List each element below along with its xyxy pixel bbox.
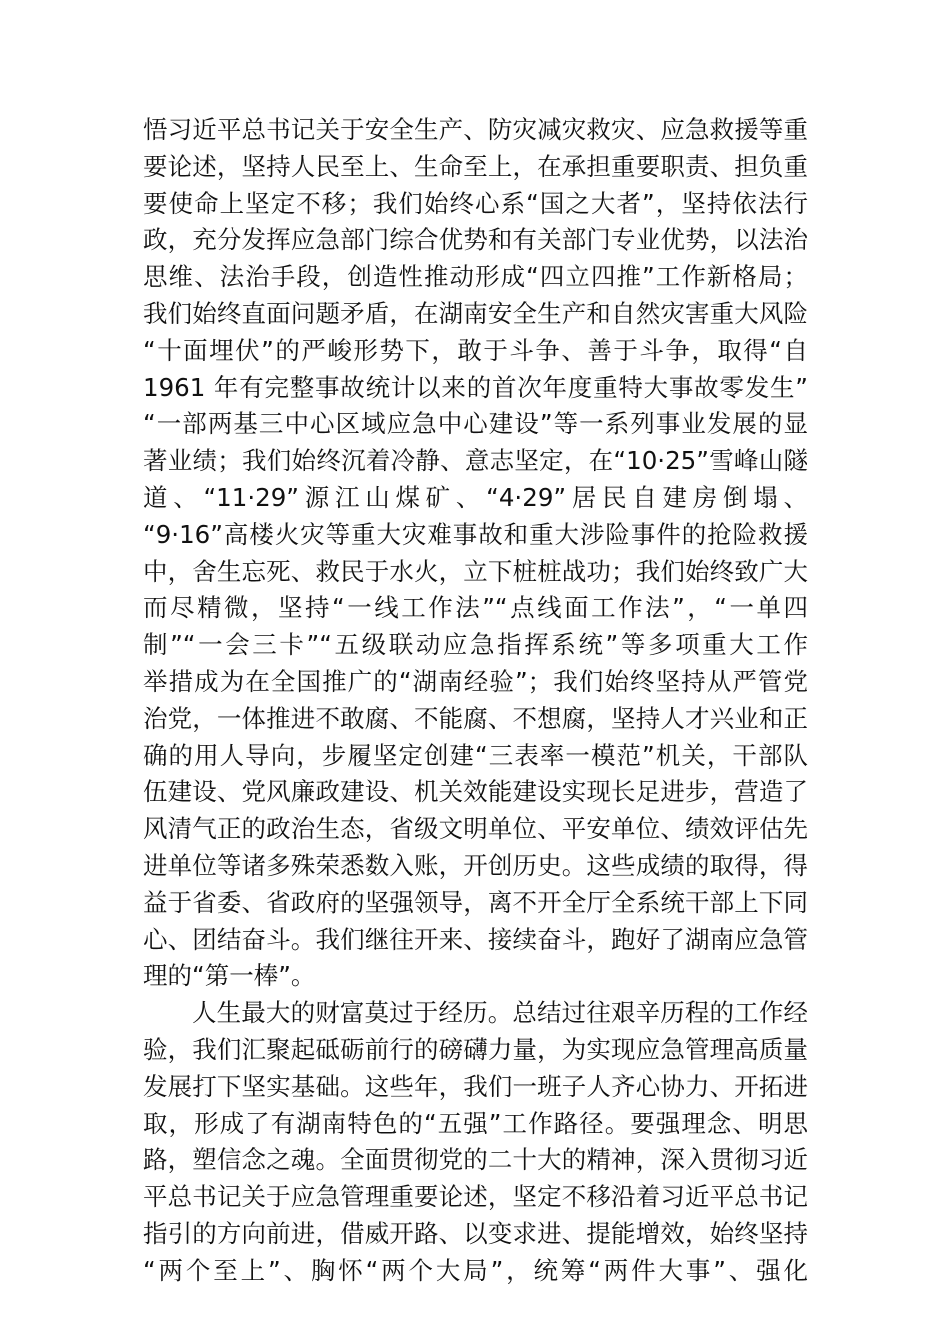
text-line: 取，形成了有湖南特色的“五强”工作路径。要强理念、明思 <box>143 1108 808 1138</box>
text-line: 益于省委、省政府的坚强领导，离不开全厅全系统干部上下同 <box>143 887 808 917</box>
text-line: 要论述，坚持人民至上、生命至上，在承担重要职责、担负重 <box>143 151 808 181</box>
text-line: 政，充分发挥应急部门综合优势和有关部门专业优势，以法治 <box>143 225 808 255</box>
text-line: 思维、法治手段，创造性推动形成“四立四推”工作新格局； <box>143 262 808 292</box>
text-line: 指引的方向前进，借威开路、以变求进、提能增效，始终坚持 <box>143 1218 808 1248</box>
text-line: 平总书记关于应急管理重要论述，坚定不移沿着习近平总书记 <box>143 1182 808 1212</box>
text-line: “9·16”高楼火灾等重大灾难事故和重大涉险事件的抢险救援 <box>143 519 808 549</box>
text-line: 伍建设、党风廉政建设、机关效能建设实现长足进步，营造了 <box>143 777 808 807</box>
text-line: “两个至上”、胸怀“两个大局”，统筹“两件大事”、强化 <box>143 1255 808 1285</box>
text-line: 风清气正的政治生态，省级文明单位、平安单位、绩效评估先 <box>143 814 808 844</box>
text-line: 路，塑信念之魂。全面贯彻党的二十大的精神，深入贯彻习近 <box>143 1145 808 1175</box>
text-line: 进单位等诸多殊荣悉数入账，开创历史。这些成绩的取得，得 <box>143 850 808 880</box>
text-line: 发展打下坚实基础。这些年，我们一班子人齐心协力、开拓进 <box>143 1071 808 1101</box>
text-line: 理的“第一棒”。 <box>143 961 316 991</box>
text-line: 举措成为在全国推广的“湖南经验”；我们始终坚持从严管党 <box>143 666 808 696</box>
text-line: 道、“11·29”源江山煤矿、“4·29”居民自建房倒塌、 <box>143 482 808 512</box>
text-line: 验，我们汇聚起砥砺前行的磅礴力量，为实现应急管理高质量 <box>143 1034 808 1064</box>
text-line: 制”“一会三卡”“五级联动应急指挥系统”等多项重大工作 <box>143 630 808 660</box>
text-line: 确的用人导向，步履坚定创建“三表率一模范”机关，干部队 <box>143 740 808 770</box>
text-line: “十面埋伏”的严峻形势下，敢于斗争、善于斗争，取得“自 <box>143 335 808 365</box>
text-line: 心、团结奋斗。我们继往开来、接续奋斗，跑好了湖南应急管 <box>143 924 808 954</box>
text-line: 人生最大的财富莫过于经历。总结过往艰辛历程的工作经 <box>192 998 808 1028</box>
text-line: 著业绩；我们始终沉着冷静、意志坚定，在“10·25”雪峰山隧 <box>143 446 808 476</box>
body-text <box>143 112 808 1290</box>
text-line: 治党，一体推进不敢腐、不能腐、不想腐，坚持人才兴业和正 <box>143 703 808 733</box>
text-line: 而尽精微，坚持“一线工作法”“点线面工作法”，“一单四 <box>143 593 808 623</box>
text-line: 悟习近平总书记关于安全生产、防灾减灾救灾、应急救援等重 <box>143 115 808 144</box>
text-line: 1961 年有完整事故统计以来的首次年度重特大事故零发生” <box>143 372 808 402</box>
text-line: 要使命上坚定不移；我们始终心系“国之大者”，坚持依法行 <box>143 188 808 218</box>
text-line: 中，舍生忘死、救民于水火，立下桩桩战功；我们始终致广大 <box>143 556 808 586</box>
text-line: “一部两基三中心区域应急中心建设”等一系列事业发展的显 <box>143 409 808 439</box>
text-line: 我们始终直面问题矛盾，在湖南安全生产和自然灾害重大风险 <box>143 298 808 328</box>
